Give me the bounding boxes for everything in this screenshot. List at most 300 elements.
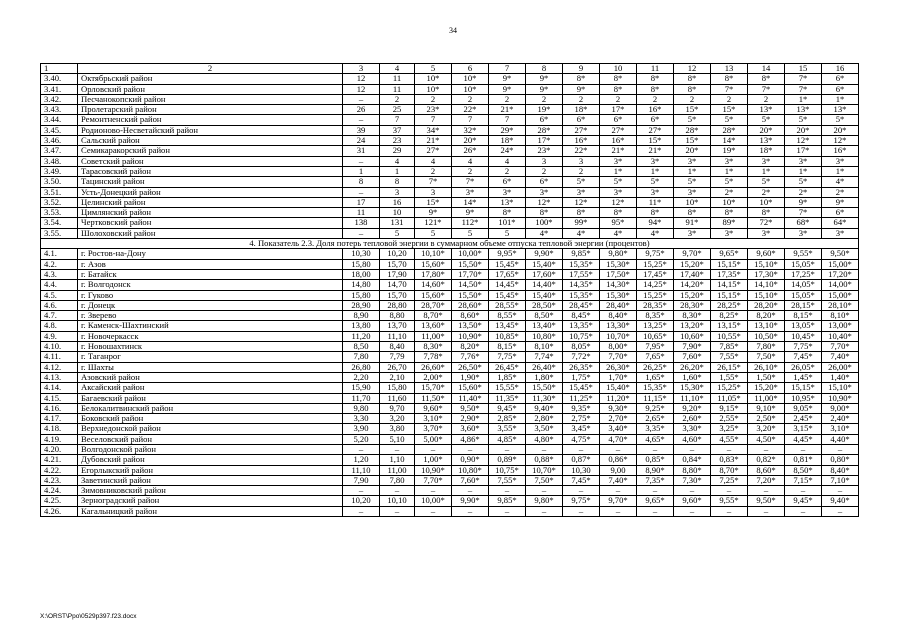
value-cell: 5*: [711, 177, 748, 187]
table-row: [41, 434, 859, 444]
value-cell: 26,05*: [785, 362, 822, 372]
value-cell: 17,40*: [674, 269, 711, 279]
value-cell: 17,60*: [526, 269, 563, 279]
value-cell: 9,60*: [674, 496, 711, 506]
value-cell: –: [452, 444, 489, 454]
row-number: 4.23.: [41, 475, 78, 485]
value-cell: 8*: [748, 74, 785, 84]
value-cell: 3,10*: [415, 414, 452, 424]
value-cell: –: [748, 506, 785, 516]
value-cell: 5*: [748, 115, 785, 125]
value-cell: 1: [343, 166, 380, 176]
value-cell: 4,85*: [489, 434, 526, 444]
value-cell: 3,60*: [452, 424, 489, 434]
value-cell: 16*: [637, 105, 674, 115]
value-cell: 5*: [785, 115, 822, 125]
value-cell: 26,70: [380, 362, 415, 372]
district-name: Октябрьский район: [78, 74, 343, 84]
value-cell: 9*: [563, 84, 600, 94]
value-cell: 1: [380, 166, 415, 176]
column-number: 6: [452, 64, 489, 74]
table-row: [41, 187, 859, 197]
value-cell: 10,55*: [711, 331, 748, 341]
value-cell: 17*: [600, 105, 637, 115]
value-cell: 16: [380, 197, 415, 207]
value-cell: 5,20: [343, 434, 380, 444]
value-cell: –: [748, 444, 785, 454]
value-cell: 13*: [785, 105, 822, 115]
table-row: [41, 136, 859, 146]
value-cell: 1*: [600, 166, 637, 176]
value-cell: 3*: [748, 156, 785, 166]
value-cell: 3*: [489, 187, 526, 197]
value-cell: 2: [674, 94, 711, 104]
value-cell: 18,00: [343, 269, 380, 279]
value-cell: 9,75*: [563, 496, 600, 506]
value-cell: 4*: [526, 228, 563, 238]
value-cell: 9,60*: [748, 249, 785, 259]
value-cell: –: [343, 94, 380, 104]
value-cell: 10,50*: [748, 331, 785, 341]
value-cell: 28,25*: [711, 300, 748, 310]
column-number: 2: [78, 64, 343, 74]
row-number: 4.25.: [41, 496, 78, 506]
value-cell: 7,90*: [674, 342, 711, 352]
value-cell: 22*: [452, 105, 489, 115]
value-cell: 3*: [600, 187, 637, 197]
value-cell: 10,00*: [452, 249, 489, 259]
value-cell: 8,00*: [600, 342, 637, 352]
value-cell: 2,20: [343, 372, 380, 382]
value-cell: 23*: [415, 105, 452, 115]
value-cell: –: [674, 506, 711, 516]
value-cell: 13,15*: [711, 321, 748, 331]
indicator-table: [40, 63, 859, 517]
value-cell: 13,35*: [563, 321, 600, 331]
value-cell: 8*: [674, 84, 711, 94]
value-cell: 9*: [822, 197, 859, 207]
value-cell: 15,80: [343, 259, 380, 269]
value-cell: 5*: [563, 177, 600, 187]
value-cell: 26,00*: [822, 362, 859, 372]
value-cell: 4*: [822, 177, 859, 187]
value-cell: 4,65*: [637, 434, 674, 444]
value-cell: 5*: [637, 177, 674, 187]
value-cell: 9,90*: [526, 249, 563, 259]
value-cell: 15,15*: [711, 290, 748, 300]
value-cell: –: [822, 444, 859, 454]
value-cell: 22*: [563, 146, 600, 156]
value-cell: 2: [711, 94, 748, 104]
value-cell: 9,55*: [785, 249, 822, 259]
value-cell: 18*: [489, 136, 526, 146]
value-cell: –: [711, 486, 748, 496]
value-cell: 9,60*: [415, 403, 452, 413]
value-cell: 7,15*: [785, 475, 822, 485]
value-cell: 28,70*: [415, 300, 452, 310]
value-cell: –: [822, 486, 859, 496]
value-cell: 8*: [674, 74, 711, 84]
value-cell: 28,10*: [822, 300, 859, 310]
value-cell: 20*: [822, 125, 859, 135]
value-cell: 2,75*: [563, 414, 600, 424]
value-cell: 17,70*: [452, 269, 489, 279]
value-cell: 18*: [563, 105, 600, 115]
value-cell: 15,15*: [785, 383, 822, 393]
value-cell: 10,10*: [415, 249, 452, 259]
value-cell: 6*: [822, 74, 859, 84]
table-row: [41, 475, 859, 485]
value-cell: 11,60: [380, 393, 415, 403]
value-cell: 9,00*: [822, 403, 859, 413]
value-cell: 7,45*: [785, 352, 822, 362]
value-cell: 8*: [489, 208, 526, 218]
district-name: Родионово-Несветайский район: [78, 125, 343, 135]
value-cell: 26: [343, 105, 380, 115]
value-cell: 1,55*: [711, 372, 748, 382]
value-cell: 11: [380, 74, 415, 84]
value-cell: 15,20*: [674, 259, 711, 269]
value-cell: 4,55*: [711, 434, 748, 444]
row-number: 3.54.: [41, 218, 78, 228]
value-cell: 28*: [526, 125, 563, 135]
column-number: 1: [41, 64, 78, 74]
value-cell: 0,85*: [637, 455, 674, 465]
value-cell: 14,20*: [674, 280, 711, 290]
value-cell: 8*: [748, 208, 785, 218]
value-cell: 3,20*: [748, 424, 785, 434]
table-row: [41, 300, 859, 310]
value-cell: 1*: [748, 166, 785, 176]
row-number: 4.2.: [41, 259, 78, 269]
table-row: [41, 506, 859, 516]
value-cell: –: [600, 506, 637, 516]
value-cell: 21*: [489, 105, 526, 115]
value-cell: –: [415, 506, 452, 516]
value-cell: 3: [563, 156, 600, 166]
value-cell: 1*: [711, 166, 748, 176]
table-row: [41, 393, 859, 403]
table-row: [41, 74, 859, 84]
value-cell: 8,10*: [822, 311, 859, 321]
value-cell: 9,35*: [563, 403, 600, 413]
value-cell: 5*: [600, 177, 637, 187]
value-cell: 7,80: [343, 352, 380, 362]
value-cell: 94*: [637, 218, 674, 228]
value-cell: 4*: [563, 228, 600, 238]
district-name: г. Донецк: [78, 300, 343, 310]
value-cell: 3,90: [343, 424, 380, 434]
district-name: Советский район: [78, 156, 343, 166]
value-cell: 9,05*: [785, 403, 822, 413]
value-cell: 9,40*: [822, 496, 859, 506]
value-cell: 11,10: [343, 465, 380, 475]
table-row: [41, 156, 859, 166]
value-cell: 2,70*: [600, 414, 637, 424]
value-cell: 12*: [785, 136, 822, 146]
value-cell: 13*: [489, 197, 526, 207]
value-cell: 5: [452, 228, 489, 238]
value-cell: 12*: [822, 136, 859, 146]
value-cell: 0,90*: [452, 455, 489, 465]
value-cell: 8,90*: [637, 465, 674, 475]
value-cell: 7,75*: [489, 352, 526, 362]
value-cell: 21*: [600, 146, 637, 156]
table-row: [41, 208, 859, 218]
value-cell: 7,80*: [748, 342, 785, 352]
value-cell: 0,80*: [822, 455, 859, 465]
value-cell: 9,90*: [452, 496, 489, 506]
value-cell: 15*: [711, 105, 748, 115]
file-path: X:\ORST\Ppo\0529p397.f23.docx: [40, 613, 137, 620]
value-cell: 7,70*: [415, 475, 452, 485]
value-cell: 8,60*: [452, 311, 489, 321]
value-cell: 5: [415, 228, 452, 238]
value-cell: 9*: [526, 84, 563, 94]
value-cell: 28,30*: [674, 300, 711, 310]
value-cell: 9,70*: [674, 249, 711, 259]
value-cell: 5: [380, 228, 415, 238]
row-number: 4.7.: [41, 311, 78, 321]
row-number: 4.17.: [41, 414, 78, 424]
value-cell: 1,75*: [563, 372, 600, 382]
value-cell: 8,40*: [822, 465, 859, 475]
value-cell: –: [785, 486, 822, 496]
district-name: Пролетарский район: [78, 105, 343, 115]
value-cell: 2: [415, 166, 452, 176]
district-name: Веселовский район: [78, 434, 343, 444]
value-cell: 7,70*: [822, 342, 859, 352]
value-cell: –: [526, 444, 563, 454]
value-cell: 13,20*: [674, 321, 711, 331]
value-cell: 14,30*: [600, 280, 637, 290]
value-cell: 2: [526, 166, 563, 176]
value-cell: 24: [343, 136, 380, 146]
row-number: 3.49.: [41, 166, 78, 176]
value-cell: 8*: [711, 74, 748, 84]
value-cell: 8,80*: [674, 465, 711, 475]
value-cell: 28,55*: [489, 300, 526, 310]
value-cell: 15,60*: [452, 383, 489, 393]
value-cell: 26,10*: [748, 362, 785, 372]
value-cell: 4,45*: [785, 434, 822, 444]
value-cell: –: [343, 228, 380, 238]
table-row: [41, 94, 859, 104]
column-number: 8: [526, 64, 563, 74]
value-cell: 2,40*: [822, 414, 859, 424]
value-cell: 11,10*: [674, 393, 711, 403]
row-number: 3.51.: [41, 187, 78, 197]
value-cell: 15,10*: [822, 383, 859, 393]
value-cell: 13,70: [380, 321, 415, 331]
value-cell: –: [489, 506, 526, 516]
district-name: г. Ростов-на-Дону: [78, 249, 343, 259]
value-cell: 7,79: [380, 352, 415, 362]
value-cell: –: [343, 444, 380, 454]
value-cell: –: [343, 506, 380, 516]
value-cell: 101*: [489, 218, 526, 228]
value-cell: 8,80: [380, 311, 415, 321]
value-cell: 7,90: [343, 475, 380, 485]
value-cell: 13,60*: [415, 321, 452, 331]
value-cell: 9,30*: [600, 403, 637, 413]
page-number: 34: [449, 26, 457, 35]
table-row: [41, 84, 859, 94]
value-cell: 9*: [489, 84, 526, 94]
value-cell: 14,15*: [711, 280, 748, 290]
value-cell: 11: [343, 208, 380, 218]
value-cell: 10,60*: [674, 331, 711, 341]
value-cell: 68*: [785, 218, 822, 228]
value-cell: 15,00*: [822, 259, 859, 269]
value-cell: 7,55*: [489, 475, 526, 485]
value-cell: 15,45*: [489, 259, 526, 269]
value-cell: 2,60*: [674, 414, 711, 424]
value-cell: 15,30*: [600, 259, 637, 269]
value-cell: 9*: [452, 208, 489, 218]
row-number: 4.26.: [41, 506, 78, 516]
table-row: [41, 280, 859, 290]
value-cell: 15,30*: [600, 290, 637, 300]
value-cell: 17,90: [380, 269, 415, 279]
value-cell: 13*: [748, 105, 785, 115]
district-name: Дубовский район: [78, 455, 343, 465]
value-cell: 28,45*: [563, 300, 600, 310]
table-row: [41, 311, 859, 321]
value-cell: 7,76*: [452, 352, 489, 362]
value-cell: 10,85*: [489, 331, 526, 341]
row-number: 4.11.: [41, 352, 78, 362]
table-row: [41, 486, 859, 496]
value-cell: 9,80*: [600, 249, 637, 259]
value-cell: 15,25*: [637, 290, 674, 300]
value-cell: 14,45*: [489, 280, 526, 290]
value-cell: 7,80: [380, 475, 415, 485]
value-cell: 1,45*: [785, 372, 822, 382]
value-cell: 8*: [563, 74, 600, 84]
value-cell: 3*: [711, 156, 748, 166]
value-cell: 27*: [637, 125, 674, 135]
value-cell: 1*: [785, 166, 822, 176]
value-cell: 1,40*: [822, 372, 859, 382]
table-row: [41, 372, 859, 382]
value-cell: 3,20: [380, 414, 415, 424]
value-cell: 1,90*: [452, 372, 489, 382]
value-cell: 17,35*: [711, 269, 748, 279]
value-cell: 0,88*: [526, 455, 563, 465]
row-number: 4.9.: [41, 331, 78, 341]
value-cell: 2: [415, 94, 452, 104]
value-cell: 12*: [526, 197, 563, 207]
value-cell: 3*: [785, 228, 822, 238]
district-name: г. Новочеркасск: [78, 331, 343, 341]
value-cell: 0,82*: [748, 455, 785, 465]
value-cell: 7,74*: [526, 352, 563, 362]
value-cell: 11,05*: [711, 393, 748, 403]
value-cell: 5: [489, 228, 526, 238]
value-cell: 8,55*: [489, 311, 526, 321]
value-cell: 11,20: [343, 331, 380, 341]
value-cell: –: [563, 506, 600, 516]
value-cell: 17,65*: [489, 269, 526, 279]
value-cell: 7,65*: [637, 352, 674, 362]
value-cell: 6*: [489, 177, 526, 187]
value-cell: 7,95*: [637, 342, 674, 352]
value-cell: 8,15*: [785, 311, 822, 321]
value-cell: –: [415, 444, 452, 454]
value-cell: 2: [563, 94, 600, 104]
table-row: [41, 166, 859, 176]
value-cell: 9,45*: [489, 403, 526, 413]
value-cell: 13,45*: [489, 321, 526, 331]
district-name: г. Азов: [78, 259, 343, 269]
value-cell: 8*: [563, 208, 600, 218]
value-cell: 28,20*: [748, 300, 785, 310]
value-cell: 5,10: [380, 434, 415, 444]
value-cell: 11,70: [343, 393, 380, 403]
value-cell: 6*: [563, 115, 600, 125]
table-row: [41, 342, 859, 352]
value-cell: 17,50*: [600, 269, 637, 279]
district-name: Шолоховский район: [78, 228, 343, 238]
value-cell: 11*: [637, 197, 674, 207]
district-name: Цимлянский район: [78, 208, 343, 218]
value-cell: 9,95*: [489, 249, 526, 259]
value-cell: 7: [489, 115, 526, 125]
row-number: 4.18.: [41, 424, 78, 434]
district-name: Заветинский район: [78, 475, 343, 485]
value-cell: 15,50*: [526, 383, 563, 393]
value-cell: 7*: [785, 74, 822, 84]
value-cell: 15,05*: [785, 259, 822, 269]
row-number: 3.45.: [41, 125, 78, 135]
value-cell: 5*: [822, 115, 859, 125]
value-cell: 2,00*: [415, 372, 452, 382]
value-cell: 3*: [526, 187, 563, 197]
value-cell: 15,80: [380, 383, 415, 393]
value-cell: 15,50*: [452, 290, 489, 300]
value-cell: 28,90: [343, 300, 380, 310]
value-cell: 3*: [711, 228, 748, 238]
value-cell: 7,72*: [563, 352, 600, 362]
district-name: Тацинский район: [78, 177, 343, 187]
value-cell: 12: [343, 84, 380, 94]
value-cell: 3,10*: [822, 424, 859, 434]
value-cell: 11,35*: [489, 393, 526, 403]
value-cell: 2,10: [380, 372, 415, 382]
value-cell: 95*: [600, 218, 637, 228]
value-cell: 9,80: [343, 403, 380, 413]
value-cell: 8,05*: [563, 342, 600, 352]
value-cell: 3,55*: [489, 424, 526, 434]
value-cell: 15,05*: [785, 290, 822, 300]
table-row: [41, 115, 859, 125]
value-cell: 8,20*: [748, 311, 785, 321]
value-cell: 7*: [748, 84, 785, 94]
value-cell: 7,40*: [822, 352, 859, 362]
value-cell: 3: [380, 187, 415, 197]
value-cell: 7,60*: [452, 475, 489, 485]
value-cell: 3,30*: [674, 424, 711, 434]
value-cell: 15,25*: [711, 383, 748, 393]
value-cell: 9,75*: [637, 249, 674, 259]
district-name: Багаевский район: [78, 393, 343, 403]
district-name: г. Каменск-Шахтинский: [78, 321, 343, 331]
value-cell: 131: [380, 218, 415, 228]
district-name: Боковский район: [78, 414, 343, 424]
value-cell: –: [343, 187, 380, 197]
value-cell: 10*: [452, 74, 489, 84]
